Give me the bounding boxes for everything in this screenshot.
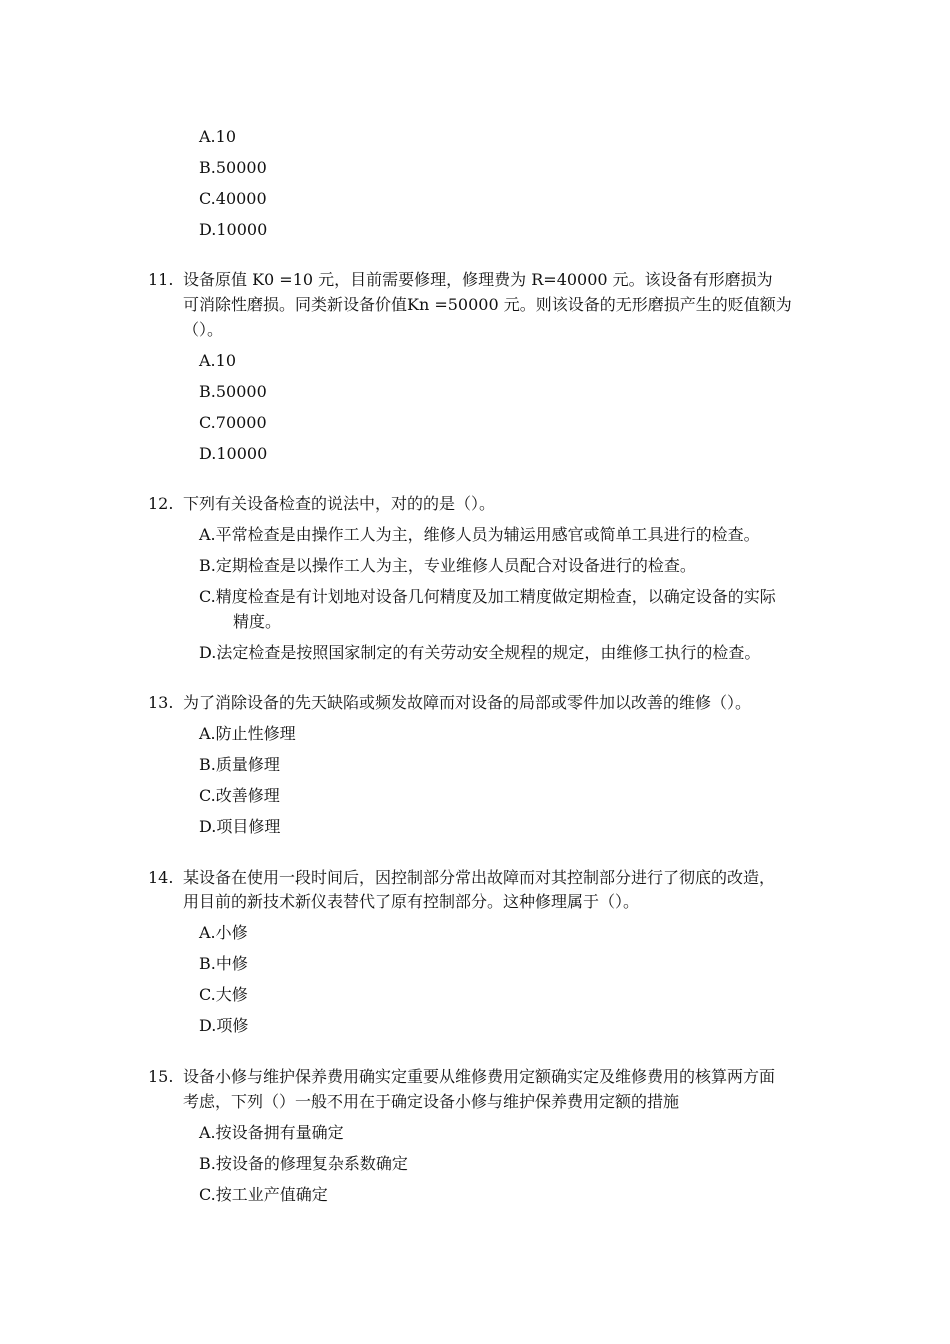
option-d: D.10000: [199, 444, 268, 463]
question-number: 14.: [148, 868, 174, 887]
option-c: C.改善修理: [199, 786, 280, 805]
question-number: 13.: [148, 693, 174, 712]
option-d: D.法定检查是按照国家制定的有关劳动安全规程的规定，由维修工执行的检查。: [199, 643, 761, 662]
option-d: D.项修: [199, 1016, 249, 1035]
option-b: B.定期检查是以操作工人为主，专业维修人员配合对设备进行的检查。: [199, 556, 696, 575]
option-c: C.按工业产值确定: [199, 1185, 328, 1204]
option-b: B.50000: [199, 382, 267, 401]
question-text: 设备原值 K0 =10 元，目前需要修理，修理费为 R=40000 元。该设备有形磨损为: [183, 270, 773, 289]
question-text: 可消除性磨损。同类新设备价值Kn =50000 元。则该设备的无形磨损产生的贬值额为: [183, 295, 792, 314]
option-d: D.项目修理: [199, 817, 281, 836]
option-a: A.按设备拥有量确定: [199, 1123, 344, 1142]
option-c-continuation: 精度。: [233, 612, 282, 631]
option-b: B.按设备的修理复杂系数确定: [199, 1154, 408, 1173]
question-text: 下列有关设备检查的说法中，对的的是（）。: [183, 494, 496, 513]
question-number: 11.: [148, 270, 174, 289]
option-c: C.精度检查是有计划地对设备几何精度及加工精度做定期检查，以确定设备的实际: [199, 587, 776, 606]
option-a: A.10: [199, 127, 236, 146]
option-a: A.平常检查是由操作工人为主，维修人员为辅运用感官或简单工具进行的检查。: [199, 525, 760, 544]
question-number: 12.: [148, 494, 174, 513]
option-a: A.10: [199, 351, 236, 370]
option-a: A.小修: [199, 923, 248, 942]
option-b: B.质量修理: [199, 755, 280, 774]
question-number: 15.: [148, 1067, 174, 1086]
question-text: （）。: [183, 320, 224, 339]
option-c: C.大修: [199, 985, 248, 1004]
question-text: 为了消除设备的先天缺陷或频发故障而对设备的局部或零件加以改善的维修（）。: [183, 693, 752, 712]
option-d: D.10000: [199, 220, 268, 239]
option-a: A.防止性修理: [199, 724, 296, 743]
question-text: 考虑，下列（）一般不用在于确定设备小修与维护保养费用定额的措施: [183, 1092, 680, 1111]
question-text: 设备小修与维护保养费用确实定重要从维修费用定额确实定及维修费用的核算两方面: [183, 1067, 776, 1086]
option-b: B.中修: [199, 954, 248, 973]
question-text: 某设备在使用一段时间后，因控制部分常出故障而对其控制部分进行了彻底的改造，: [183, 868, 776, 887]
option-c: C.40000: [199, 189, 267, 208]
question-text: 用目前的新技术新仪表替代了原有控制部分。这种修理属于（）。: [183, 892, 640, 911]
option-b: B.50000: [199, 158, 267, 177]
option-c: C.70000: [199, 413, 267, 432]
